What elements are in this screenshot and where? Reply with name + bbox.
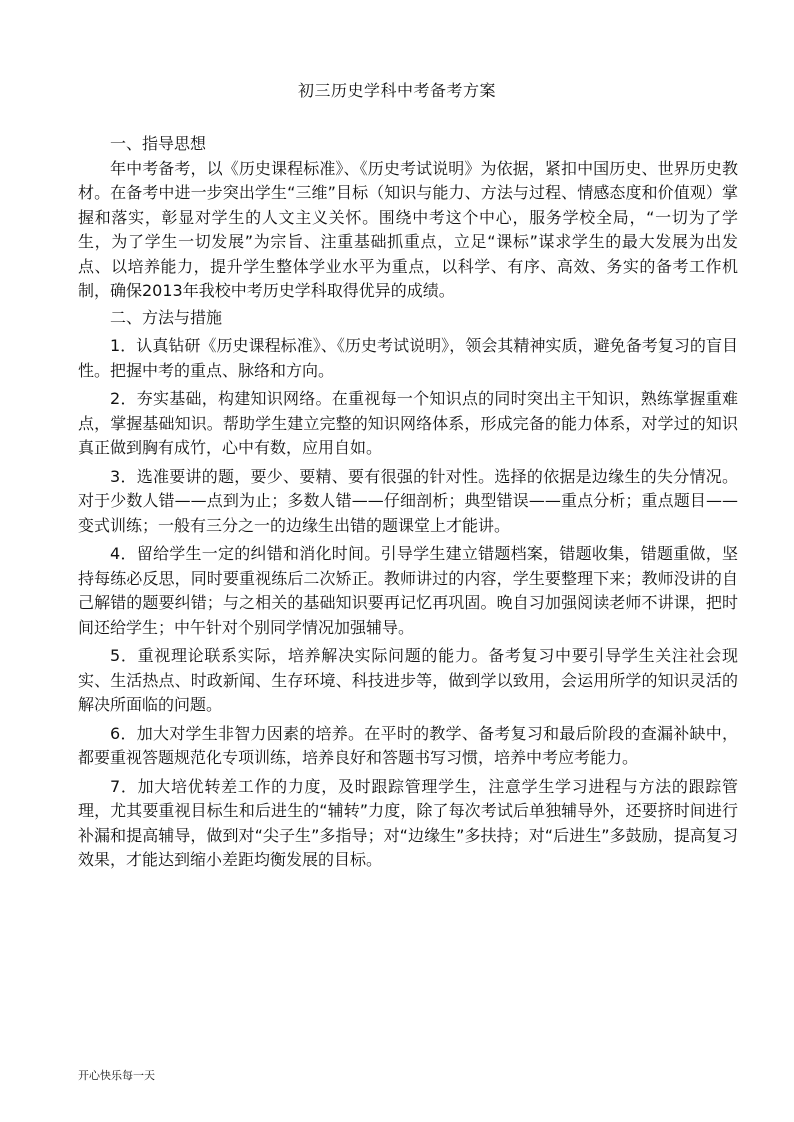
method-item-5: 5．重视理论联系实际，培养解决实际问题的能力。备考复习中要引导学生关注社会现实、生活热点、时政新闻、生存环境、科技进步等，做到学以致用，会运用所学的知识灵活的解决所面临的问题。: [78, 646, 738, 714]
page-footer: 开心快乐每一天: [78, 1069, 155, 1082]
section-heading-guiding-thought: 一、指导思想: [110, 134, 207, 153]
method-item-6: 6．加大对学生非智力因素的培养。在平时的教学、备考复习和最后阶段的查漏补缺中，都要重视答题规范化专项训练，培养良好和答题书写习惯，培养中考应考能力。: [78, 723, 738, 767]
method-item-2: 2．夯实基础，构建知识网络。在重视每一个知识点的同时突出主干知识，熟练掌握重难点，掌握基础知识。帮助学生建立完整的知识网络体系，形成完备的能力体系，对学过的知识真正做到胸有成竹，心中有数，应用自如。: [78, 389, 738, 457]
method-item-4: 4．留给学生一定的纠错和消化时间。引导学生建立错题档案，错题收集，错题重做，坚持每练必反思，同时要重视练后二次矫正。教师讲过的内容，学生要整理下来；教师没讲的自己解错的题要纠错；与之相关的基础知识要再记忆再巩固。晚自习加强阅读老师不讲课，把时间还给学生；中午针对个别同学情况加强辅导。: [78, 544, 738, 637]
method-item-7: 7．加大培优转差工作的力度，及时跟踪管理学生，注意学生学习进程与方法的跟踪管理，尤其要重视目标生和后进生的“辅转”力度，除了每次考试后单独辅导外，还要挤时间进行补漏和提高辅导，做到对“尖子生”多指导；对“边缘生”多扶持；对“后进生”多鼓励，提高复习效果，才能达到缩小差距均衡发展的目标。: [78, 776, 738, 869]
document-title: 初三历史学科中考备考方案: [297, 81, 496, 100]
document-body: [78, 130, 738, 873]
section-heading-methods: 二、方法与措施: [110, 307, 223, 327]
method-item-3: 3．选准要讲的题，要少、要精、要有很强的针对性。选择的依据是边缘生的失分情况。对于少数人错——点到为止；多数人错——仔细剖析；典型错误——重点分析；重点题目——变式训练；一般有三分之一的边缘生出错的题课堂上才能讲。: [78, 466, 738, 535]
paragraph-guiding-thought: 年中考备考，以《历史课程标准》、《历史考试说明》为依据，紧扣中国历史、世界历史教材。在备考中进一步突出学生“三维”目标（知识与能力、方法与过程、情感态度和价值观）掌握和落实，彰显对学生的人文主义关怀。围绕中考这个中心，服务学校全局，“一切为了学生，为了学生一切发展”为宗旨、注重基础抓重点，立足“课标”谋求学生的最大发展为出发点、以培养能力，提升学生整体学业水平为重点，以科学、有序、高效、务实的备考工作机制，确保2013年我校中考历史学科取得优异的成绩。: [78, 158, 738, 300]
method-item-1: 1．认真钻研《历史课程标准》、《历史考试说明》，领会其精神实质，避免备考复习的盲目性。把握中考的重点、脉络和方向。: [78, 336, 738, 380]
